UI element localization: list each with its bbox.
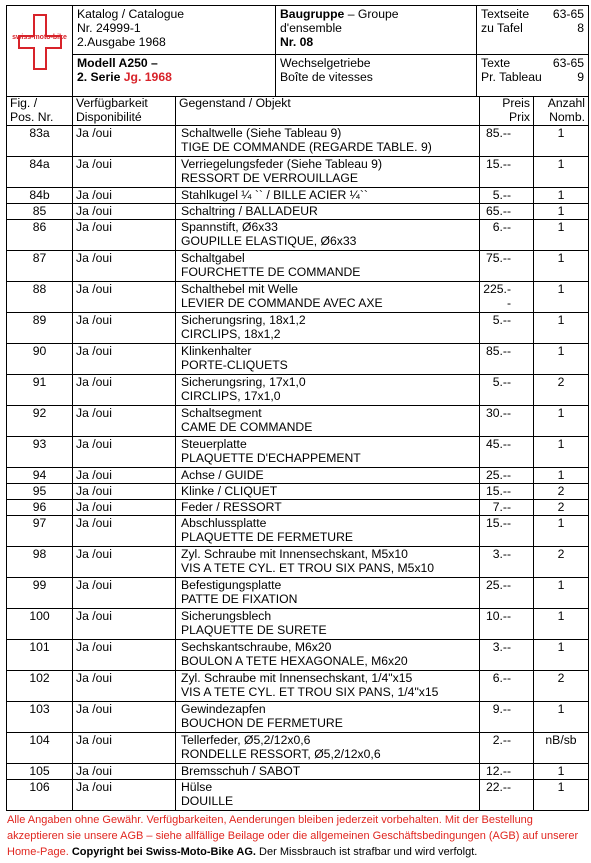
row-availability: Ja /oui: [73, 671, 176, 702]
group-desc: [276, 55, 477, 97]
table-row: [7, 251, 589, 282]
object-fr: RONDELLE RESSORT, Ø5,2/12x0,6: [181, 747, 381, 761]
object-fr: VIS A TETE CYL. ET TROU SIX PANS, M5x10: [181, 561, 435, 575]
model-year: Jg. 1968: [123, 70, 172, 84]
row-position: 85: [7, 204, 73, 220]
disclaimer-text: Alle Angaben ohne Gewähr. Verfügbarkeiten, Aenderungen bleiben jederzeit vorbehalten. Mit der Bestellung akzeptieren sie unsere AGB – siehe allfällige Beilage oder die allgemeinen Geschäftsbedingungen (AGB) auf unserer Home-Page.: [7, 814, 579, 858]
parts-table: [6, 96, 589, 811]
object-fr: PORTE-CLIQUETS: [181, 358, 288, 372]
row-availability: Ja /oui: [73, 780, 176, 811]
row-quantity: 2: [534, 484, 589, 500]
object-de: Stahlkugel ¼ `` / BILLE ACIER ¼``: [181, 188, 368, 202]
row-object: [176, 468, 480, 484]
row-availability: Ja /oui: [73, 609, 176, 640]
row-price: 5.--: [480, 313, 534, 344]
row-object: [176, 764, 480, 780]
row-price: 5.--: [480, 375, 534, 406]
row-availability: Ja /oui: [73, 500, 176, 516]
row-object: [176, 733, 480, 764]
object-de: Sicherungsblech: [181, 609, 272, 623]
row-position: 93: [7, 437, 73, 468]
row-price: 65.--: [480, 204, 534, 220]
object-de: Bremsschuh / SABOT: [181, 764, 301, 778]
row-price: 9.--: [480, 702, 534, 733]
row-availability: Ja /oui: [73, 764, 176, 780]
row-object: [176, 344, 480, 375]
row-position: 94: [7, 468, 73, 484]
object-de: Sicherungsring, 17x1,0: [181, 375, 306, 389]
row-price: 6.--: [480, 671, 534, 702]
row-availability: Ja /oui: [73, 578, 176, 609]
row-quantity: 1: [534, 282, 589, 313]
object-de: Klinke / CLIQUET: [181, 484, 278, 498]
table-row: [7, 437, 589, 468]
table-row: [7, 313, 589, 344]
row-position: 92: [7, 406, 73, 437]
row-object: [176, 547, 480, 578]
row-quantity: 1: [534, 516, 589, 547]
row-quantity: 1: [534, 437, 589, 468]
row-availability: Ja /oui: [73, 547, 176, 578]
row-availability: Ja /oui: [73, 640, 176, 671]
object-de: Abschlussplatte: [181, 516, 267, 530]
object-fr: CIRCLIPS, 17x1,0: [181, 389, 281, 403]
footer-disclaimer: [7, 812, 587, 860]
row-object: [176, 484, 480, 500]
group-title: Baugruppe – Groupe: [280, 7, 399, 21]
object-de: Tellerfeder, Ø5,2/12x0,6: [181, 733, 311, 747]
row-object: [176, 406, 480, 437]
row-quantity: 1: [534, 204, 589, 220]
row-quantity: 1: [534, 188, 589, 204]
row-quantity: 1: [534, 406, 589, 437]
col-price: Preis Prix: [480, 97, 534, 126]
catalog-label: Katalog / Catalogue: [77, 7, 185, 21]
row-availability: Ja /oui: [73, 484, 176, 500]
row-price: 30.--: [480, 406, 534, 437]
col-quantity: Anzahl Nomb.: [534, 97, 589, 126]
object-fr: PLAQUETTE DE FERMETURE: [181, 530, 353, 544]
row-price: 6.--: [480, 220, 534, 251]
row-quantity: 1: [534, 313, 589, 344]
object-de: Schaltwelle (Siehe Tableau 9): [181, 126, 342, 140]
object-de: Steuerplatte: [181, 437, 247, 451]
row-position: 106: [7, 780, 73, 811]
row-availability: Ja /oui: [73, 702, 176, 733]
row-position: 103: [7, 702, 73, 733]
row-position: 83a: [7, 126, 73, 157]
row-position: 95: [7, 484, 73, 500]
table-row: [7, 733, 589, 764]
row-quantity: 1: [534, 578, 589, 609]
object-de: Zyl. Schraube mit Innensechskant, 1/4"x15: [181, 671, 413, 685]
row-availability: Ja /oui: [73, 313, 176, 344]
object-de: Sechskantschraube, M6x20: [181, 640, 332, 654]
row-quantity: 1: [534, 702, 589, 733]
row-availability: Ja /oui: [73, 468, 176, 484]
row-object: [176, 671, 480, 702]
row-quantity: 1: [534, 468, 589, 484]
model-name: Modell A250 –: [77, 56, 158, 70]
object-fr: TIGE DE COMMANDE (REGARDE TABLE. 9): [181, 140, 432, 154]
row-quantity: 1: [534, 251, 589, 282]
row-availability: Ja /oui: [73, 375, 176, 406]
row-quantity: 2: [534, 547, 589, 578]
object-de: Feder / RESSORT: [181, 500, 282, 514]
row-price: 15.--: [480, 484, 534, 500]
row-availability: Ja /oui: [73, 733, 176, 764]
row-position: 86: [7, 220, 73, 251]
row-quantity: 1: [534, 157, 589, 188]
row-object: [176, 188, 480, 204]
object-de: Hülse: [181, 780, 213, 794]
copyright-notice: Der Missbrauch ist strafbar und wird verfolgt.: [256, 846, 478, 858]
row-position: 91: [7, 375, 73, 406]
page-ref-top: [477, 6, 589, 55]
table-row: [7, 282, 589, 313]
row-position: 96: [7, 500, 73, 516]
object-de: Schaltring / BALLADEUR: [181, 204, 318, 218]
row-price: 45.--: [480, 437, 534, 468]
object-fr: GOUPILLE ELASTIQUE, Ø6x33: [181, 234, 357, 248]
row-object: [176, 220, 480, 251]
row-object: [176, 780, 480, 811]
texte-ref: Texte 63-65: [481, 56, 584, 70]
object-fr: VIS A TETE CYL. ET TROU SIX PANS, 1/4"x15: [181, 685, 439, 699]
row-availability: Ja /oui: [73, 220, 176, 251]
copyright-text: Copyright bei Swiss-Moto-Bike AG.: [71, 846, 256, 858]
table-row: [7, 764, 589, 780]
row-quantity: 1: [534, 764, 589, 780]
row-availability: Ja /oui: [73, 251, 176, 282]
table-row: [7, 640, 589, 671]
row-quantity: nB/sb: [534, 733, 589, 764]
row-price: 85.--: [480, 344, 534, 375]
catalog-page: [6, 5, 588, 811]
object-de: Gewindezapfen: [181, 702, 266, 716]
row-object: [176, 702, 480, 733]
row-price: 225.--: [480, 282, 534, 313]
header-table: [6, 5, 589, 97]
object-fr: PLAQUETTE D'ECHAPPEMENT: [181, 451, 361, 465]
row-price: 3.--: [480, 640, 534, 671]
row-position: 99: [7, 578, 73, 609]
text-page-ref: Textseite 63-65: [481, 7, 584, 21]
object-de: Achse / GUIDE: [181, 468, 264, 482]
row-availability: Ja /oui: [73, 126, 176, 157]
row-availability: Ja /oui: [73, 188, 176, 204]
object-de: Sicherungsring, 18x1,2: [181, 313, 306, 327]
table-row: [7, 500, 589, 516]
object-fr: RESSORT DE VERROUILLAGE: [181, 171, 358, 185]
row-price: 25.--: [480, 468, 534, 484]
pr-tableau-ref: Pr. Tableau 9: [481, 70, 584, 84]
row-object: [176, 375, 480, 406]
row-price: 22.--: [480, 780, 534, 811]
table-row: [7, 344, 589, 375]
row-price: 15.--: [480, 516, 534, 547]
row-object: [176, 251, 480, 282]
col-fig: Fig. / Pos. Nr.: [7, 97, 73, 126]
row-position: 87: [7, 251, 73, 282]
row-availability: Ja /oui: [73, 282, 176, 313]
row-price: 5.--: [480, 188, 534, 204]
table-header-row: [7, 97, 589, 126]
row-price: 15.--: [480, 157, 534, 188]
col-availability: Verfügbarkeit Disponibilité: [73, 97, 176, 126]
table-row: [7, 188, 589, 204]
logo-text: swiss-moto-bike: [12, 34, 67, 41]
row-position: 102: [7, 671, 73, 702]
row-quantity: 1: [534, 640, 589, 671]
catalog-number: Nr. 24999-1: [77, 21, 141, 35]
catalog-edition: 2.Ausgabe 1968: [77, 35, 166, 49]
row-position: 90: [7, 344, 73, 375]
row-object: [176, 282, 480, 313]
row-object: [176, 437, 480, 468]
object-fr: PLAQUETTE DE SURETE: [181, 623, 327, 637]
table-row: [7, 375, 589, 406]
row-object: [176, 500, 480, 516]
row-availability: Ja /oui: [73, 204, 176, 220]
logo-cell: [7, 6, 73, 97]
object-de: Schaltgabel: [181, 251, 245, 265]
row-object: [176, 609, 480, 640]
object-fr: DOUILLE: [181, 794, 234, 808]
group-desc-de: Wechselgetriebe: [280, 56, 371, 70]
row-position: 98: [7, 547, 73, 578]
swiss-moto-bike-logo: [12, 10, 68, 77]
object-fr: CIRCLIPS, 18x1,2: [181, 327, 281, 341]
to-table-ref: zu Tafel 8: [481, 21, 584, 35]
row-object: [176, 126, 480, 157]
row-availability: Ja /oui: [73, 406, 176, 437]
row-quantity: 1: [534, 220, 589, 251]
row-availability: Ja /oui: [73, 437, 176, 468]
object-fr: BOULON A TETE HEXAGONALE, M6x20: [181, 654, 408, 668]
object-de: Spannstift, Ø6x33: [181, 220, 278, 234]
row-availability: Ja /oui: [73, 344, 176, 375]
row-object: [176, 313, 480, 344]
row-price: 12.--: [480, 764, 534, 780]
row-price: 10.--: [480, 609, 534, 640]
object-fr: BOUCHON DE FERMETURE: [181, 716, 343, 730]
object-de: Verriegelungsfeder (Siehe Tableau 9): [181, 157, 383, 171]
row-price: 75.--: [480, 251, 534, 282]
table-row: [7, 702, 589, 733]
group-desc-fr: Boîte de vitesses: [280, 70, 373, 84]
object-de: Schalthebel mit Welle: [181, 282, 298, 296]
table-row: [7, 578, 589, 609]
object-de: Klinkenhalter: [181, 344, 252, 358]
row-position: 101: [7, 640, 73, 671]
table-row: [7, 484, 589, 500]
row-object: [176, 640, 480, 671]
table-row: [7, 671, 589, 702]
table-row: [7, 547, 589, 578]
row-price: 3.--: [480, 547, 534, 578]
row-quantity: 1: [534, 126, 589, 157]
object-fr: CAME DE COMMANDE: [181, 420, 313, 434]
row-object: [176, 578, 480, 609]
row-position: 89: [7, 313, 73, 344]
object-de: Befestigungsplatte: [181, 578, 282, 592]
object-fr: LEVIER DE COMMANDE AVEC AXE: [181, 296, 383, 310]
table-row: [7, 780, 589, 811]
row-quantity: 2: [534, 500, 589, 516]
group-title-fr: d'ensemble: [280, 21, 342, 35]
row-position: 88: [7, 282, 73, 313]
row-price: 25.--: [480, 578, 534, 609]
object-fr: PATTE DE FIXATION: [181, 592, 298, 606]
table-row: [7, 220, 589, 251]
row-quantity: 2: [534, 375, 589, 406]
row-price: 85.--: [480, 126, 534, 157]
row-quantity: 1: [534, 344, 589, 375]
row-availability: Ja /oui: [73, 157, 176, 188]
row-quantity: 2: [534, 671, 589, 702]
row-position: 100: [7, 609, 73, 640]
row-quantity: 1: [534, 780, 589, 811]
group-info: [276, 6, 477, 55]
table-row: [7, 406, 589, 437]
object-de: Zyl. Schraube mit Innensechskant, M5x10: [181, 547, 408, 561]
row-position: 84b: [7, 188, 73, 204]
row-price: 7.--: [480, 500, 534, 516]
row-position: 104: [7, 733, 73, 764]
catalog-info: [73, 6, 276, 55]
table-row: [7, 204, 589, 220]
table-row: [7, 609, 589, 640]
col-object: Gegenstand / Objekt: [176, 97, 480, 126]
page-ref-bottom: [477, 55, 589, 97]
object-de: Schaltsegment: [181, 406, 262, 420]
row-quantity: 1: [534, 609, 589, 640]
row-position: 105: [7, 764, 73, 780]
row-price: 2.--: [480, 733, 534, 764]
group-number: Nr. 08: [280, 35, 314, 49]
object-fr: FOURCHETTE DE COMMANDE: [181, 265, 361, 279]
row-object: [176, 204, 480, 220]
row-availability: Ja /oui: [73, 516, 176, 547]
row-object: [176, 516, 480, 547]
table-row: [7, 468, 589, 484]
row-object: [176, 157, 480, 188]
row-position: 97: [7, 516, 73, 547]
table-row: [7, 516, 589, 547]
model-series: 2. Serie Jg. 1968: [77, 70, 172, 84]
model-info: [73, 55, 276, 97]
table-row: [7, 126, 589, 157]
row-position: 84a: [7, 157, 73, 188]
table-row: [7, 157, 589, 188]
